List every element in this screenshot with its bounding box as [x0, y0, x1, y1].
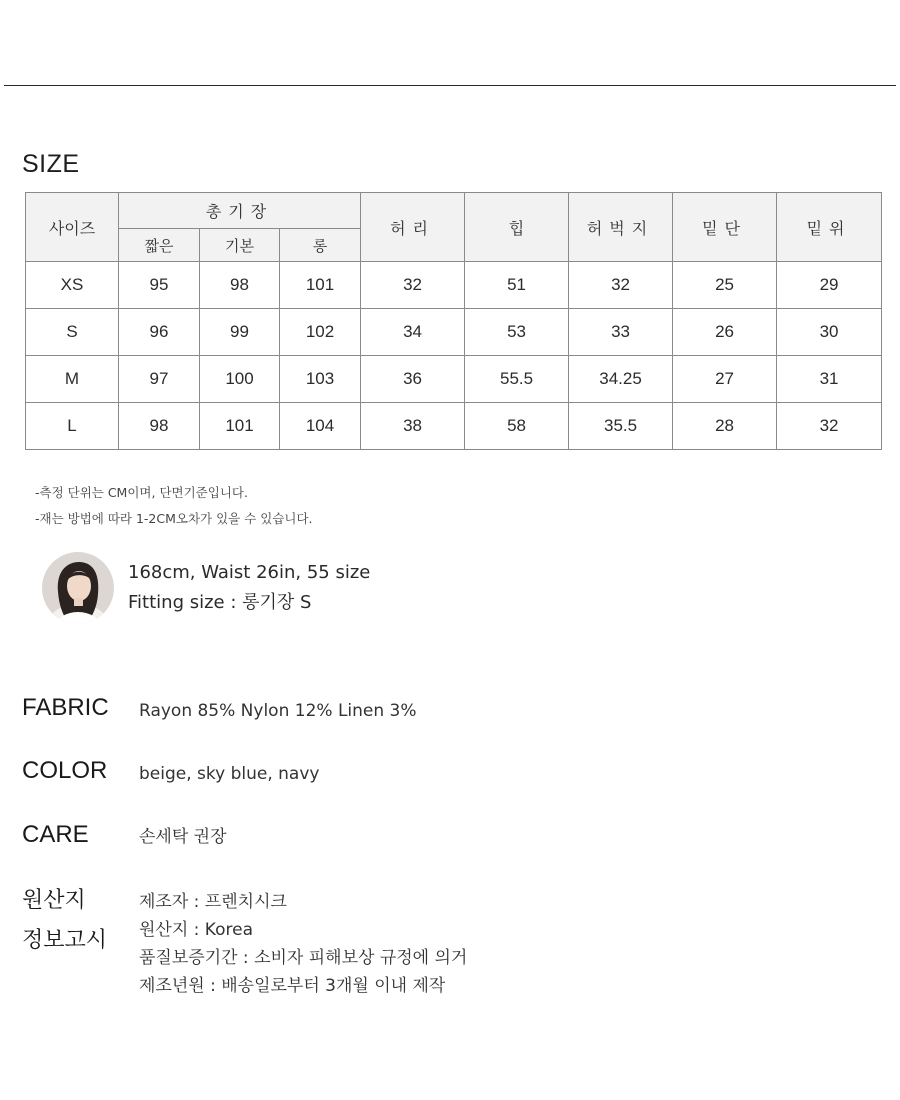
cell-long: 101 [280, 262, 361, 309]
header-length-short: 짧은 [119, 229, 200, 262]
cell-short: 95 [119, 262, 200, 309]
cell-waist: 38 [361, 403, 465, 450]
origin-manufacturer: 제조자 : 프렌치시크 [139, 892, 287, 912]
model-stats: 168cm, Waist 26in, 55 size [128, 562, 371, 583]
cell-size: M [26, 356, 119, 403]
cell-long: 104 [280, 403, 361, 450]
note-unit: -측정 단위는 CM이며, 단면기준입니다. [35, 485, 248, 500]
header-size: 사이즈 [26, 193, 119, 262]
table-row [26, 356, 882, 403]
cell-basic: 101 [200, 403, 280, 450]
header-rise: 밑위 [777, 193, 882, 262]
cell-hip: 51 [465, 262, 569, 309]
header-total-length: 총기장 [119, 193, 361, 229]
cell-hip: 58 [465, 403, 569, 450]
cell-thigh: 32 [569, 262, 673, 309]
cell-hip: 55.5 [465, 356, 569, 403]
cell-waist: 32 [361, 262, 465, 309]
cell-short: 97 [119, 356, 200, 403]
cell-basic: 99 [200, 309, 280, 356]
cell-basic: 98 [200, 262, 280, 309]
table-header-row [26, 193, 882, 229]
origin-production-date: 제조년원 : 배송일로부터 3개월 이내 제작 [139, 976, 446, 996]
model-info [42, 552, 370, 624]
size-table [25, 192, 882, 450]
model-fitting-size: Fitting size : 롱기장 S [128, 592, 312, 613]
care-label: CARE [22, 821, 89, 848]
header-hip: 힙 [465, 193, 569, 262]
origin-warranty: 품질보증기간 : 소비자 피해보상 규정에 의거 [139, 948, 468, 968]
note-tolerance: -재는 방법에 따라 1-2CM오차가 있을 수 있습니다. [35, 511, 313, 526]
header-length-long: 롱 [280, 229, 361, 262]
cell-hem: 28 [673, 403, 777, 450]
color-label: COLOR [22, 757, 108, 784]
cell-hip: 53 [465, 309, 569, 356]
table-row [26, 309, 882, 356]
model-photo-icon [42, 552, 114, 624]
cell-thigh: 33 [569, 309, 673, 356]
cell-short: 96 [119, 309, 200, 356]
origin-country: 원산지 : Korea [139, 920, 253, 940]
cell-thigh: 34.25 [569, 356, 673, 403]
cell-size: XS [26, 262, 119, 309]
cell-short: 98 [119, 403, 200, 450]
cell-basic: 100 [200, 356, 280, 403]
header-length-basic: 기본 [200, 229, 280, 262]
cell-hem: 26 [673, 309, 777, 356]
cell-size: S [26, 309, 119, 356]
size-section-title: SIZE [22, 150, 80, 178]
cell-long: 102 [280, 309, 361, 356]
cell-waist: 36 [361, 356, 465, 403]
model-avatar [42, 552, 114, 624]
cell-waist: 34 [361, 309, 465, 356]
cell-rise: 32 [777, 403, 882, 450]
cell-rise: 31 [777, 356, 882, 403]
cell-long: 103 [280, 356, 361, 403]
header-hem: 밑단 [673, 193, 777, 262]
cell-rise: 29 [777, 262, 882, 309]
origin-label-line2: 정보고시 [22, 928, 108, 953]
fabric-value: Rayon 85% Nylon 12% Linen 3% [139, 701, 417, 721]
origin-details [139, 888, 467, 1000]
model-text [128, 558, 370, 618]
origin-label-line1: 원산지 [22, 888, 86, 913]
color-value: beige, sky blue, navy [139, 764, 320, 784]
care-value: 손세탁 권장 [139, 827, 227, 847]
cell-hem: 27 [673, 356, 777, 403]
origin-label [22, 881, 107, 961]
table-row [26, 262, 882, 309]
cell-hem: 25 [673, 262, 777, 309]
top-divider [4, 85, 896, 86]
cell-rise: 30 [777, 309, 882, 356]
fabric-label: FABRIC [22, 694, 109, 721]
measurement-notes [35, 480, 313, 532]
cell-thigh: 35.5 [569, 403, 673, 450]
cell-size: L [26, 403, 119, 450]
table-row [26, 403, 882, 450]
header-thigh: 허벅지 [569, 193, 673, 262]
header-waist: 허리 [361, 193, 465, 262]
